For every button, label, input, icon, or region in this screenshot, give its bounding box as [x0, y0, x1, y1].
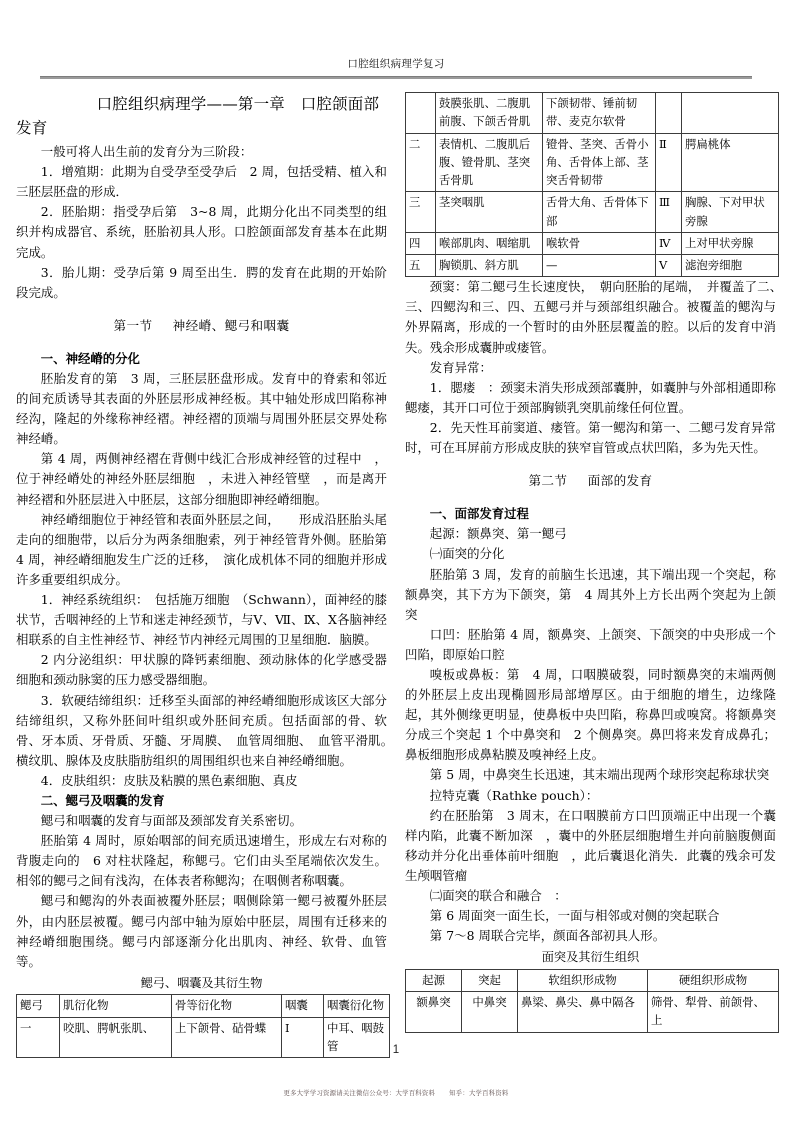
two-column-body: [16, 92, 789, 1058]
gill-col-header-3: 咽囊: [282, 995, 324, 1017]
arch-cell-2-1: 茎突咽肌: [436, 192, 543, 233]
face-col-header-2: 软组织形成物: [518, 969, 648, 991]
right-column: [403, 92, 789, 1033]
section-1-number: 第一节: [113, 317, 153, 333]
right-paragraph-15: 第 7～8 周联合完毕，颜面各部初具人形。: [429, 928, 666, 944]
arch-cell-3-0: 四: [406, 232, 436, 254]
face-process-table-caption: 面突及其衍生组织: [541, 950, 640, 965]
left-paragraph-1: 胚胎发育的第 3 周，三胚层胚盘形成。发育中的脊索和邻近的间充质诱导其表面的外胚层形成神经板。其中轴处形成凹陷称神经沟，隆起的外缘称神经褶。神经褶的顶端与周围外胚层交界处称神经嵴。: [16, 371, 387, 447]
arch-cell-0-3: [656, 93, 682, 134]
arch-cell-0-0: [406, 93, 436, 134]
table-row: [406, 93, 779, 134]
arch-cell-3-4: 上对甲状旁腺: [682, 232, 779, 254]
arch-cell-3-1: 喉部肌肉、咽缩肌: [436, 232, 543, 254]
branchial-arch-table: [405, 92, 779, 277]
running-header: 口腔组织病理学复习: [347, 58, 445, 70]
left-paragraph-5: 胚胎第 4 周时，原始咽部的间充质迅速增生，形成左右对称的背腹走向的 6 对柱状隆起，称鳃弓。它们由头至尾端依次发生。相邻的鳃弓之间有浅沟，在体表者称鳃沟；在咽侧者称咽囊。: [16, 833, 387, 889]
table-row: [406, 133, 779, 192]
right-paragraph-1: 颈窦：第二鳃弓生长速度快， 朝向胚胎的尾端， 并覆盖了二、 三、四鳃沟和三、四、五鳃弓并与颈部组织融合。被覆盖的鳃沟与外界隔离，形成的一个暂时的由外胚层覆盖的腔。以后的发育中消失。残余形成囊肿或瘘管。: [405, 279, 789, 355]
arch-cell-1-4: 腭扁桃体: [682, 133, 779, 192]
right-paragraph-6: ㈠面突的分化: [429, 546, 505, 562]
arch-cell-1-1: 表情机、二腹肌后腹、镫骨肌、茎突舌骨肌: [436, 133, 543, 192]
stage-item-1: 1．增殖期：此期为自受孕至受孕后 2 周，包括受精、植入和三胚层胚盘的形成．: [16, 164, 387, 200]
arch-cell-1-0: 二: [406, 133, 436, 192]
arch-cell-1-3: Ⅱ: [656, 133, 682, 192]
right-paragraph-11: 拉特克囊（Rathke pouch）：: [429, 787, 599, 803]
right-paragraph-5: 起源：额鼻突、第一鳃弓: [429, 526, 567, 542]
face-col-header-3: 硬组织形成物: [648, 969, 779, 991]
arch-cell-0-1: 鼓膜张肌、二腹肌前腹、下颌舌骨肌: [436, 93, 543, 134]
gill-cell-0-4: 中耳、咽鼓管: [324, 1017, 390, 1058]
face-cell-0-2: 鼻梁、鼻尖、鼻中隔各: [518, 992, 648, 1033]
intro-lead: 一般可将人出生前的发育分为三阶段：: [40, 144, 253, 160]
arch-cell-2-3: Ⅲ: [656, 192, 682, 233]
face-cell-0-0: 额鼻突: [406, 992, 462, 1033]
face-cell-0-1: 中鼻突: [462, 992, 518, 1033]
left-paragraph-3: 神经嵴细胞位于神经管和表面外胚层之间， 形成沿胚胎头尾走向的细胞带，以后分为两条细胞索，列于神经管背外侧。胚胎第 4 周，神经嵴细胞发生广泛的迁移， 演化成机体不同的细胞并形成许多重要组织成分。: [16, 511, 412, 587]
table-row: [406, 992, 779, 1033]
left-list-item-3: 3．软硬结缔组织：迁移至头面部的神经嵴细胞形成该区大部分结缔组织，又称外胚间叶组织或外胚间充质。包括面部的骨、软骨、牙本质、牙骨质、牙髓、牙周膜、 血管周细胞、 血管平滑肌。 横纹肌、腺体及皮肤脂肪组织的周围组织也来自神经嵴细胞。: [16, 692, 400, 768]
arch-cell-1-2: 镫骨、茎突、舌骨小角、舌骨体上部、茎突舌骨韧带: [543, 133, 656, 192]
table-header-row: [406, 969, 779, 991]
arch-cell-4-4: 滤泡旁细胞: [682, 255, 779, 277]
table-row: [406, 255, 779, 277]
gill-cell-0-2: 上下颌骨、砧骨蝶: [172, 1017, 282, 1058]
arch-cell-3-3: Ⅳ: [656, 232, 682, 254]
right-paragraph-14: 第 6 周面突一面生长，一面与相邻或对侧的突起联合: [429, 908, 720, 924]
right-paragraph-12: 约在胚胎第 3 周末，在口咽膜前方口凹顶端正中出现一个囊样内陷，此囊不断加深 ，囊中的外胚层细胞增生并向前脑腹侧面移动并分化出垂体前叶细胞 ，此后囊退化消失．此囊的残余可发生颅咽管瘤: [405, 807, 776, 883]
arch-cell-0-2: 下颌韧带、锤前韧带、麦克尔软骨: [543, 93, 656, 134]
arch-cell-4-1: 胸锁肌、斜方肌: [436, 255, 543, 277]
document-title: 口腔组织病理学——第一章 口腔颌面部发育: [16, 95, 380, 138]
table-row: [406, 192, 779, 233]
section-2-heading: [405, 471, 776, 491]
arch-cell-4-3: Ⅴ: [656, 255, 682, 277]
right-paragraph-9: 嗅板或鼻板：第 4 周，口咽膜破裂，同时额鼻突的末端两侧的外胚层上皮出现椭圆形局部增厚区。由于细胞的增生，边缘隆起，其外侧缘更明显，使鼻板中央凹陷，称鼻凹或嗅窝。将额鼻突分成三个突起 1 个中鼻突和 2 个侧鼻突。鼻凹将来发育成鼻孔；鼻板细胞形成鼻粘膜及嗅神经上皮。: [405, 666, 776, 763]
face-col-header-1: 突起: [462, 969, 518, 991]
gill-cell-0-0: 一: [17, 1017, 60, 1058]
gill-col-header-1: 肌衍化物: [60, 995, 172, 1017]
gill-table-caption: 鳃弓、咽囊及其衍生物: [140, 975, 263, 990]
stage-item-3: 3．胎儿期：受孕后第 9 周至出生．腭的发育在此期的开始阶段完成。: [16, 264, 387, 300]
right-paragraph-7: 胚胎第 3 周，发育的前脑生长迅速，其下端出现一个突起，称额鼻突，其下方为下颌突，第 4 周其外上方长出两个突起为上颌突: [405, 566, 776, 622]
left-subheading-2: 二、鳃弓及咽囊的发育: [40, 792, 165, 808]
left-list-item-1: 1．神经系统组织： 包括施万细胞 （Schwann），面神经的膝状节，舌咽神经的上节和迷走神经颈节，与Ⅴ、Ⅶ、Ⅸ、Ⅹ各脑神经相联系的自主性神经节、神经节内神经元周围的卫星细胞．脑膜。: [16, 592, 387, 648]
arch-cell-2-2: 舌骨大角、舌骨体下部: [543, 192, 656, 233]
face-cell-0-3: 筛骨、犁骨、前颌骨、上: [648, 992, 779, 1033]
left-list-item-2: 2 内分泌组织：甲状腺的降钙素细胞、颈动脉体的化学感受器细胞和颈动脉窦的压力感受器细胞。: [16, 652, 387, 688]
right-paragraph-8: 口凹：胚胎第 4 周，额鼻突、上颌突、下颌突的中央形成一个凹陷，即原始口腔: [405, 626, 776, 662]
left-list-item-4: 4．皮肤组织：皮肤及粘膜的黑色素细胞、真皮: [40, 772, 298, 788]
right-paragraph-4: 2．先天性耳前窦道、瘘管。第一鳃沟和第一、二鳃弓发育异常时，可在耳屏前方形成皮肤的狭窄盲管或点状凹陷，多为先天性。: [405, 419, 776, 455]
section-1-title: 神经嵴、鳃弓和咽囊: [172, 317, 290, 333]
stage-item-2: 2．胚胎期：指受孕后第 3~8 周，此期分化出不同类型的组织并构成器官、系统，胚胎初具人形。口腔颌面部发育基本在此期完成。: [16, 204, 387, 260]
arch-cell-2-4: 胸腺、下对甲状旁腺: [682, 192, 779, 233]
section-1-heading: [16, 316, 387, 336]
left-column: [16, 92, 412, 1058]
footer-promo-left: 更多大学学习资源请关注微信公众号：大学百科资料: [283, 1089, 436, 1097]
table-row: [406, 232, 779, 254]
left-paragraph-4: 鳃弓和咽囊的发育与面部及颈部发育关系密切。: [40, 813, 303, 829]
right-paragraph-3: 1．腮瘘 ：颈窦未消失形成颈部囊肿，如囊肿与外部相通即称鳃瘘，其开口可位于颈部胸锁乳突肌前缘任何位置。: [405, 379, 776, 415]
gill-col-header-4: 咽囊衍化物: [324, 995, 390, 1017]
arch-cell-3-2: 喉软骨: [543, 232, 656, 254]
header-divider: [40, 76, 752, 79]
footer-promo-note: [0, 1088, 792, 1097]
right-paragraph-2: 发育异常：: [429, 359, 492, 375]
gill-cell-0-3: Ⅰ: [282, 1017, 324, 1058]
footer-promo-right: 知乎：大学百科资料: [449, 1089, 509, 1097]
gill-col-header-2: 骨等衍化物: [172, 995, 282, 1017]
arch-cell-4-0: 五: [406, 255, 436, 277]
right-paragraph-10: 第 5 周，中鼻突生长迅速，其末端出现两个球形突起称球状突: [429, 767, 770, 783]
right-paragraph-13: ㈡面突的联合和融合 ：: [429, 888, 567, 904]
arch-cell-4-2: —: [543, 255, 656, 277]
page-number: 1: [392, 1044, 400, 1056]
right-subheading-1: 一、面部发育过程: [429, 506, 529, 522]
face-col-header-0: 起源: [406, 969, 462, 991]
face-process-table: [405, 969, 779, 1033]
section-2-title: 面部的发育: [587, 473, 653, 489]
arch-cell-0-4: [682, 93, 779, 134]
left-paragraph-2: 第 4 周，两侧神经褶在背侧中线汇合形成神经管的过程中 ，位于神经嵴处的神经外胚层细胞 ，未进入神经管壁 ，而是离开神经褶和外胚层进入中胚层，这部分细胞即神经嵴细胞。: [16, 451, 387, 507]
table-header-row: [17, 995, 390, 1017]
section-2-number: 第二节: [528, 473, 568, 489]
left-subheading-1: 一、神经嵴的分化: [40, 350, 140, 366]
left-paragraph-6: 鳃弓和鳃沟的外表面被覆外胚层；咽侧除第一鳃弓被覆外胚层外，由内胚层被覆。鳃弓内部中轴为原始中胚层，周围有迁移来的神经嵴细胞围绕。鳃弓内部逐渐分化出肌肉、神经、软骨、血管等。: [16, 893, 387, 969]
gill-cell-0-1: 咬肌、腭帆张肌、: [60, 1017, 172, 1058]
gill-col-header-0: 鳃弓: [17, 995, 60, 1017]
arch-cell-2-0: 三: [406, 192, 436, 233]
